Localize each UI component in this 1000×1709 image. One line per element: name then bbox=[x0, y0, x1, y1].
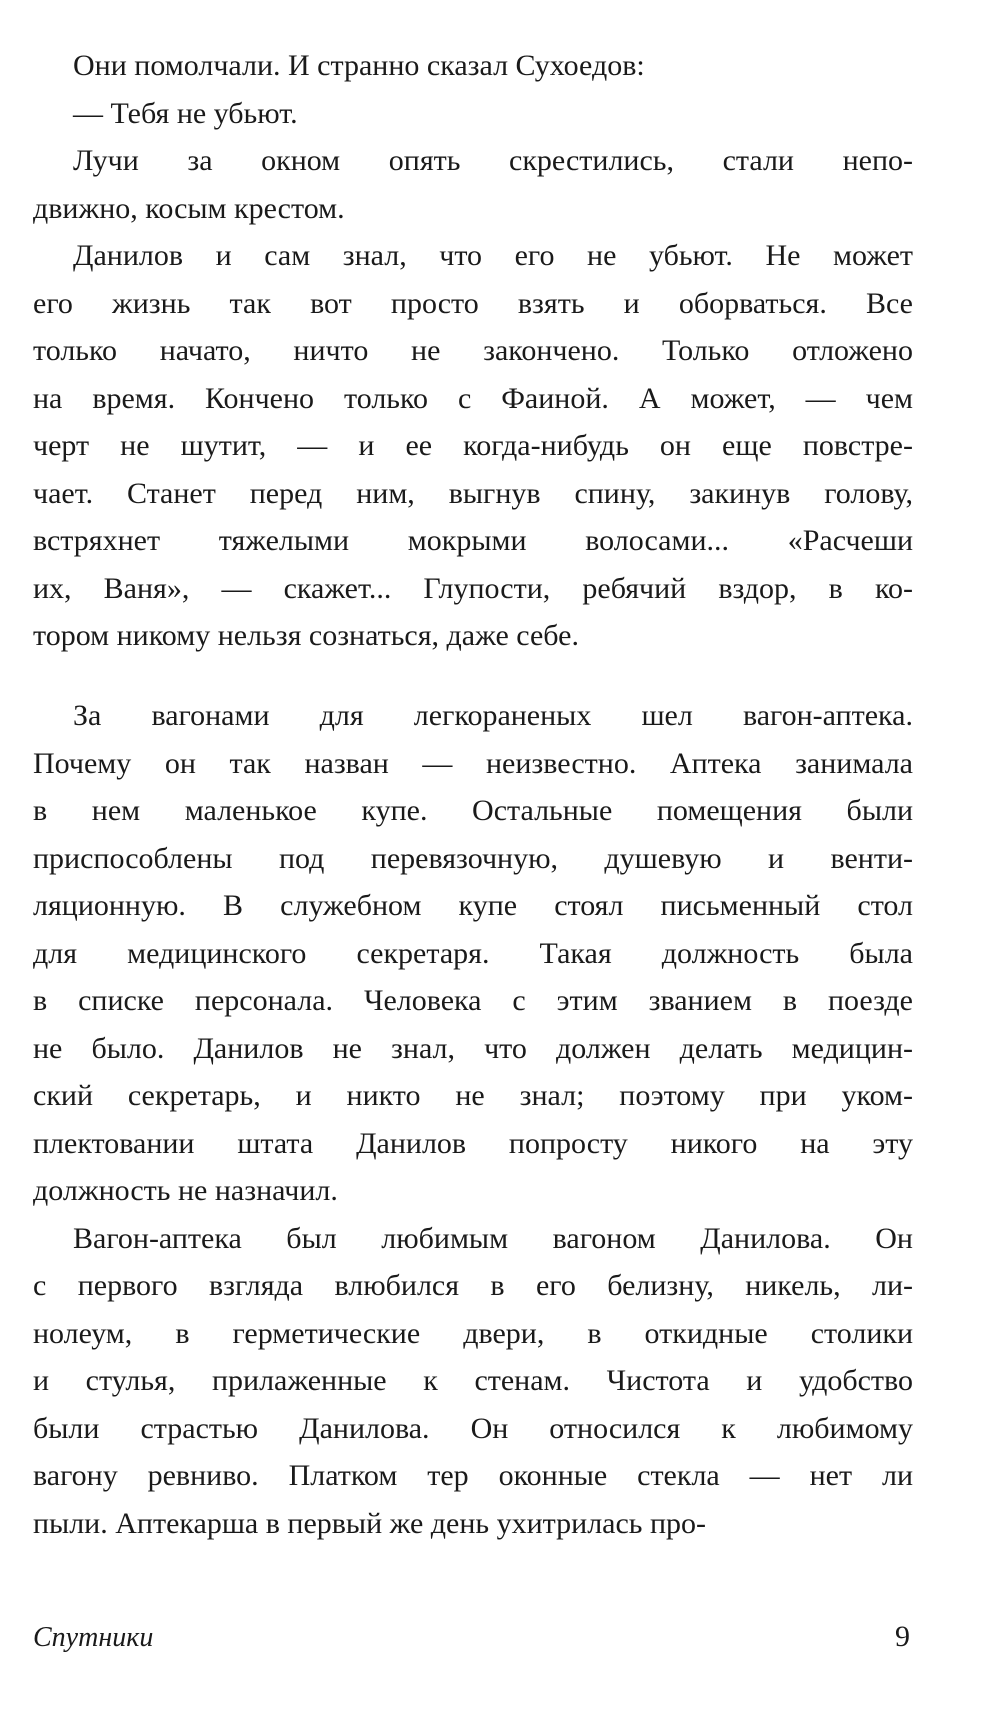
paragraph bbox=[33, 137, 913, 232]
text-line: пыли. Аптекарша в первый же день ухитрилась про- bbox=[33, 1506, 707, 1540]
text-line: встряхнет тяжелыми мокрыми волосами... «Расчеши bbox=[33, 524, 913, 557]
text-line: движно, косым крестом. bbox=[33, 191, 345, 225]
text-line: должность не назначил. bbox=[33, 1174, 338, 1207]
text-line: плектовании штата Данилов попросту никого на эту bbox=[33, 1126, 913, 1160]
text-line: приспособлены под перевязочную, душевую и венти- bbox=[33, 841, 913, 875]
text-line: ский секретарь, и никто не знал; поэтому при уком- bbox=[33, 1079, 913, 1112]
text-line: тором никому нельзя сознаться, даже себе. bbox=[33, 619, 579, 652]
text-line: Они помолчали. И странно сказал Сухоедов: bbox=[73, 49, 645, 82]
text-line: для медицинского секретаря. Такая должность была bbox=[33, 936, 913, 970]
text-line: черт не шутит, — и ее когда-нибудь он еще повстре- bbox=[33, 429, 913, 462]
text-line: с первого взгляда влюбился в его белизну, никель, ли- bbox=[33, 1269, 913, 1302]
text-line: нолеум, в герметические двери, в откидные столики bbox=[33, 1316, 913, 1350]
text-line: Почему он так назван — неизвестно. Аптека занимала bbox=[33, 746, 913, 780]
paragraph bbox=[33, 42, 913, 90]
text-line: не было. Данилов не знал, что должен делать медицин- bbox=[33, 1031, 913, 1065]
paragraph bbox=[33, 1215, 913, 1548]
text-section-bottom bbox=[33, 692, 913, 1547]
paragraph bbox=[33, 232, 913, 660]
text-line: в списке персонала. Человека с этим званием в поезде bbox=[33, 984, 913, 1017]
text-line: были страстью Данилова. Он относился к любимому bbox=[33, 1411, 913, 1445]
text-line: За вагонами для легкораненых шел вагон-аптека. bbox=[73, 699, 913, 732]
text-line: его жизнь так вот просто взять и оборваться. Все bbox=[33, 286, 913, 320]
text-line: чает. Станет перед ним, выгнув спину, закинув голову, bbox=[33, 476, 913, 510]
text-line: и стулья, прилаженные к стенам. Чистота и удобство bbox=[33, 1364, 913, 1397]
text-line: только начато, ничто не закончено. Только отложено bbox=[33, 334, 913, 367]
paragraph bbox=[33, 90, 913, 138]
text-line: ляционную. В служебном купе стоял письменный стол bbox=[33, 889, 913, 922]
text-line: их, Ваня», — скажет... Глупости, ребячий вздор, в ко- bbox=[33, 571, 913, 605]
text-line: Лучи за окном опять скрестились, стали непо- bbox=[73, 144, 913, 177]
text-line: Данилов и сам знал, что его не убьют. Не может bbox=[73, 239, 913, 272]
page-number: 9 bbox=[895, 1620, 910, 1653]
text-line: на время. Кончено только с Фаиной. А может, — чем bbox=[33, 381, 913, 415]
text-line: в нем маленькое купе. Остальные помещения были bbox=[33, 794, 913, 827]
text-section-top bbox=[33, 42, 913, 660]
text-line: — Тебя не убьют. bbox=[73, 96, 298, 130]
text-line: вагону ревниво. Платком тер оконные стекла — нет ли bbox=[33, 1459, 913, 1492]
text-line: Вагон-аптека был любимым вагоном Данилова. Он bbox=[73, 1221, 913, 1255]
running-title: Спутники bbox=[33, 1622, 154, 1653]
paragraph bbox=[33, 692, 913, 1215]
